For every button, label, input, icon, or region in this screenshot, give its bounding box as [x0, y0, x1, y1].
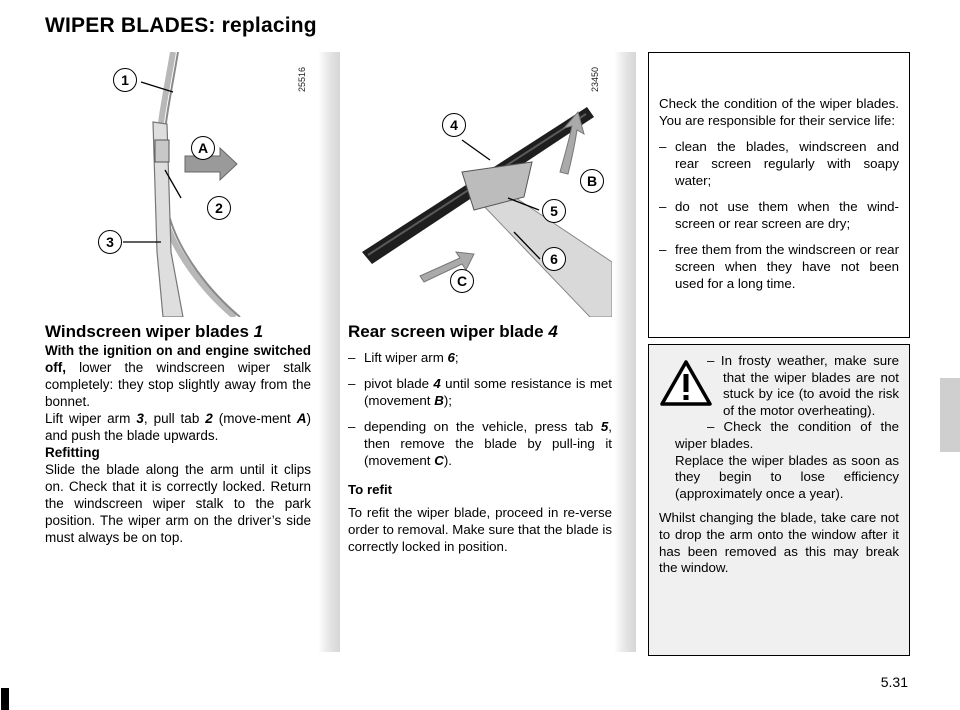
step-text: ). — [443, 453, 452, 468]
lift-text: (move-ment — [212, 411, 297, 426]
warning-item-replace: Replace the wiper blades as soon as they begin to lose efficiency (approximately once a year). — [675, 452, 899, 501]
callout-6: 6 — [542, 247, 566, 271]
list-item — [348, 349, 612, 366]
lift-paragraph — [45, 410, 311, 444]
figure-code: 23450 — [590, 66, 600, 92]
callout-5: 5 — [542, 199, 566, 223]
list-item: – clean the blades, windscreen and rear screen regularly with soapy water; — [659, 138, 899, 189]
list-item: – free them from the windscreen or rear screen when they have not been used for a long time. — [659, 241, 899, 292]
refit-heading: To refit — [348, 482, 393, 497]
step-text: Lift wiper arm — [364, 350, 448, 365]
rear-instructions — [348, 349, 612, 555]
page-number: 5.31 — [880, 674, 908, 690]
dash: – — [707, 419, 724, 435]
heading-ref: 4 — [548, 322, 558, 341]
step-text: ; — [454, 350, 459, 365]
step-text: , then remove the blade by pull-ing it (movement — [364, 419, 612, 468]
warning-item-text: In frosty weather, make sure that the wiper blades are not stuck by ice (to avoid the risk of the motor overheating). — [720, 353, 899, 418]
list-item: – do not use them when the wind-screen or rear screen are dry; — [659, 198, 899, 232]
warning-content — [659, 353, 899, 577]
ref-movement: A — [296, 411, 307, 426]
callout-C: C — [450, 269, 474, 293]
callout-B: B — [580, 169, 604, 193]
warning-box — [648, 344, 910, 656]
heading-text: Rear screen wiper blade — [348, 322, 544, 341]
callout-A: A — [191, 136, 215, 160]
dash: – — [707, 353, 721, 368]
lift-text: ) and push the blade upwards. — [45, 411, 311, 443]
callout-4: 4 — [442, 113, 466, 137]
warning-closing: Whilst changing the blade, take care not to drop the arm onto the window after it has been removed as this may break the window. — [659, 510, 899, 576]
ref-blade: 4 — [433, 376, 441, 391]
info-box — [648, 52, 910, 338]
rear-wiper-figure — [342, 52, 612, 317]
ref-movement: B — [434, 393, 444, 408]
refitting-text: Slide the blade along the arm until it clips on. Check that it is correctly locked. Return the windscreen wiper stalk to the park position. The wiper arm on the driver’s side must always be on top. — [45, 462, 311, 545]
intro-bold: With the ignition on and engine switched off, — [45, 343, 311, 375]
ref-arm: 3 — [136, 411, 144, 426]
windscreen-instructions — [45, 342, 311, 546]
step-text: depending on the vehicle, press tab — [364, 419, 601, 434]
lift-text: , pull tab — [143, 411, 206, 426]
ref-arm: 6 — [447, 350, 455, 365]
step-text: pivot blade — [364, 376, 434, 391]
step-text: until some resistance is met (movement — [364, 376, 612, 408]
ref-movement: C — [434, 453, 444, 468]
info-list — [659, 138, 899, 292]
callout-3: 3 — [98, 230, 122, 254]
refit-text: To refit the wiper blade, proceed in re-verse order to removal. Make sure that the blade is correctly locked in position. — [348, 505, 612, 554]
info-box-content — [659, 95, 899, 301]
windscreen-wiper-figure — [45, 52, 317, 317]
lift-text: Lift wiper arm — [45, 411, 137, 426]
rear-wiper-illustration — [342, 52, 612, 317]
page-title: WIPER BLADES: replacing — [45, 14, 317, 37]
intro-rest: lower the windscreen wiper stalk completely: they stop slightly away from the bonnet. — [45, 360, 311, 409]
column-divider-right — [614, 52, 636, 652]
step-text: ); — [443, 393, 452, 408]
rear-steps-list — [348, 349, 612, 469]
callout-1: 1 — [113, 68, 137, 92]
list-item — [348, 375, 612, 409]
ref-tab: 2 — [205, 411, 213, 426]
heading-text: Windscreen wiper blades — [45, 322, 249, 341]
heading-ref: 1 — [253, 322, 264, 341]
windscreen-section-heading — [45, 322, 263, 342]
intro-paragraph — [45, 342, 311, 410]
corner-mark — [1, 688, 9, 710]
column-divider-left — [318, 52, 340, 652]
chapter-side-tab — [940, 378, 960, 452]
warning-item-text: Check the condition of the wiper blades. — [675, 419, 899, 451]
refitting-heading: Refitting — [45, 445, 100, 460]
figure-code: 25516 — [297, 66, 307, 92]
rear-section-heading — [348, 322, 558, 342]
windscreen-wiper-illustration — [45, 52, 317, 317]
callout-2: 2 — [207, 196, 231, 220]
info-intro: Check the condition of the wiper blades. You are responsible for their service life: — [659, 96, 899, 128]
list-item — [348, 418, 612, 469]
ref-tab: 5 — [600, 419, 609, 434]
warning-item-check — [659, 419, 899, 452]
